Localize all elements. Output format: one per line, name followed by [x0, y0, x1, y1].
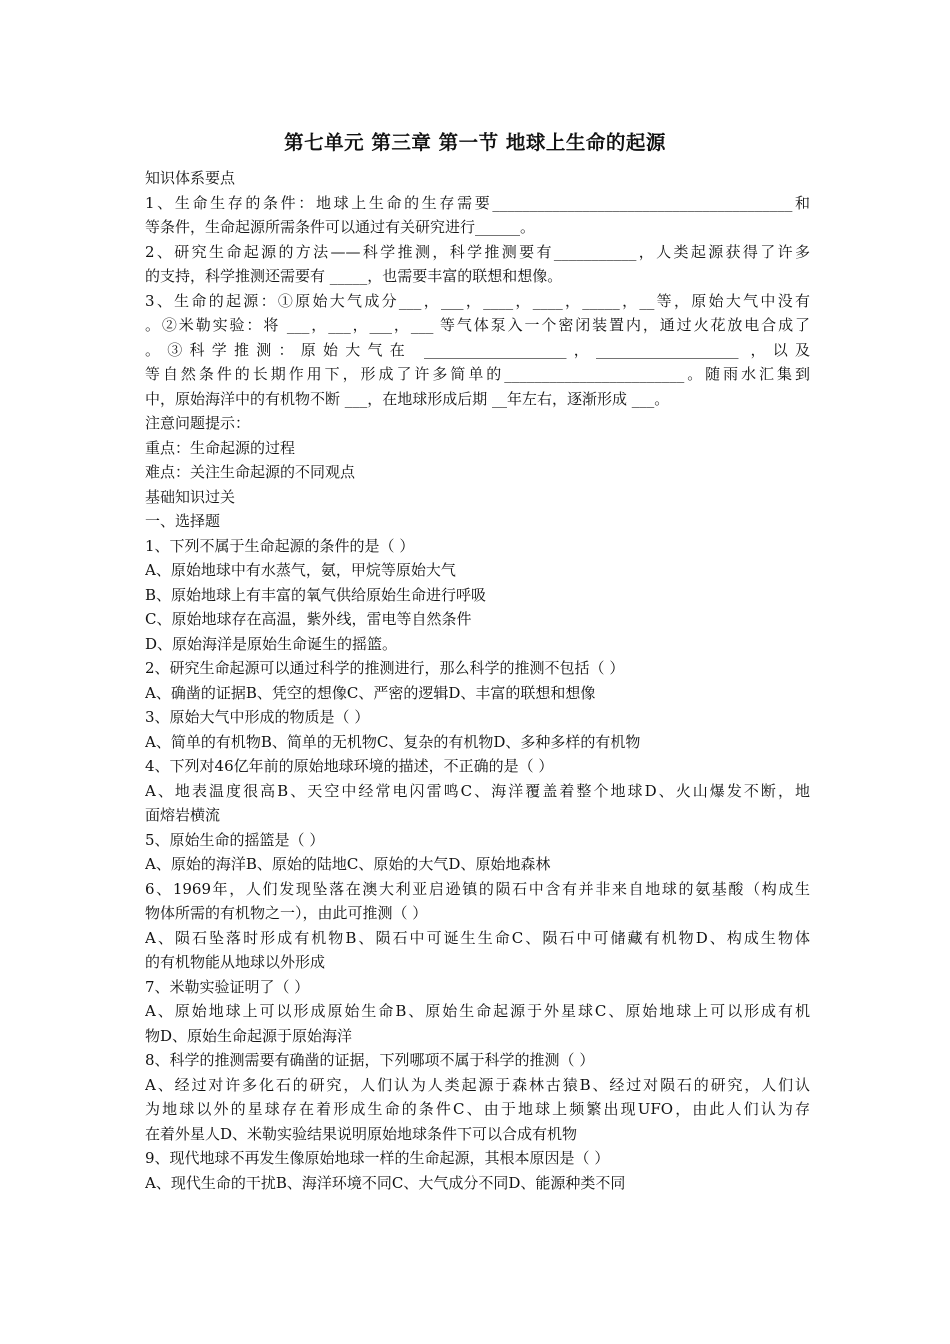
- text-line: 难点：关注生命起源的不同观点: [145, 463, 356, 481]
- text-line: 为地球以外的星球存在着形成生命的条件C、由于地球上频繁出现UFO，由此人们认为存: [145, 1100, 810, 1118]
- text-line: 7、米勒实验证明了（ ）: [145, 977, 310, 996]
- text-line: 物D、原始生命起源于原始海洋: [145, 1026, 353, 1045]
- text-line: 面熔岩横流: [145, 806, 221, 824]
- text-line: 基础知识过关: [145, 487, 236, 506]
- text-line: 的有机物能从地球以外形成: [145, 953, 326, 971]
- text-line: 1、生命生存的条件：地球上生命的生存需要________________________________________和: [145, 193, 810, 212]
- text-line: 3、原始大气中形成的物质是（ ）: [145, 708, 370, 726]
- text-line: 3、生命的起源：①原始大气成分___，___，____，____，_____，__等，原始大气中没有: [145, 291, 810, 310]
- text-line: 6、1969年，人们发现坠落在澳大利亚启逊镇的陨石中含有并非来自地球的氨基酸（构成生: [145, 879, 810, 898]
- text-line: 2、研究生命起源可以通过科学的推测进行，那么科学的推测不包括（ ）: [145, 659, 625, 677]
- text-line: A、原始的海洋B、原始的陆地C、原始的大气D、原始地森林: [145, 855, 551, 873]
- text-line: 的支持，科学推测还需要有 _____，也需要丰富的联想和想像。: [145, 267, 563, 285]
- text-line: A、确凿的证据B、凭空的想像C、严密的逻辑D、丰富的联想和想像: [145, 683, 596, 702]
- text-line: A、地表温度很高B、天空中经常电闪雷鸣C、海洋覆盖着整个地球D、火山爆发不断，地: [145, 781, 810, 800]
- text-line: 中，原始海洋中的有机物不断 ___，在地球形成后期 __年左右，逐渐形成 ___。: [145, 389, 670, 408]
- text-line: D、原始海洋是原始生命诞生的摇篮。: [145, 634, 398, 653]
- text-line: 重点：生命起源的过程: [145, 438, 296, 457]
- text-line: 一、选择题: [145, 512, 221, 530]
- text-line: 1、下列不属于生命起源的条件的是（ ）: [145, 536, 415, 555]
- text-line: A、原始地球上可以形成原始生命B、原始生命起源于外星球C、原始地球上可以形成有机: [145, 1002, 810, 1020]
- text-line: A、经过对许多化石的研究，人们认为人类起源于森林古猿B、经过对陨石的研究，人们认: [145, 1075, 810, 1094]
- text-line: 注意问题提示：: [145, 414, 251, 432]
- text-line: 在着外星人D、米勒实验结果说明原始地球条件下可以合成有机物: [145, 1124, 578, 1143]
- text-line: 8、科学的推测需要有确凿的证据，下列哪项不属于科学的推测（ ）: [145, 1051, 595, 1069]
- text-line: 9、现代地球不再发生像原始地球一样的生命起源，其根本原因是（ ）: [145, 1149, 610, 1167]
- document-body: [145, 166, 810, 1195]
- text-line: A、陨石坠落时形成有机物B、陨石中可诞生生命C、陨石中可储藏有机物D、构成生物体: [145, 928, 810, 947]
- text-line: 等条件，生命起源所需条件可以通过有关研究进行______。: [145, 218, 536, 236]
- text-line: A、现代生命的干扰B、海洋环境不同C、大气成分不同D、能源种类不同: [145, 1173, 626, 1192]
- text-line: A、简单的有机物B、简单的无机物C、复杂的有机物D、多种多样的有机物: [145, 732, 641, 751]
- text-line: 。②米勒实验：将 ___，___，___，___ 等气体泵入一个密闭装置内，通过火花放电合成了: [145, 316, 810, 334]
- text-line: 4、下列对46亿年前的原始地球环境的描述，不正确的是（ ）: [145, 757, 554, 775]
- text-line: 知识体系要点: [145, 169, 236, 187]
- text-line: C、原始地球存在高温，紫外线，雷电等自然条件: [145, 610, 472, 628]
- text-line: 5、原始生命的摇篮是（ ）: [145, 830, 325, 849]
- text-line: 2、研究生命起源的方法——科学推测，科学推测要有___________，人类起源获得了许多: [145, 242, 810, 261]
- text-line: 。③科学推测：原始大气在 ___________________，___________________ ，以及: [145, 340, 810, 359]
- page-title: 第七单元 第三章 第一节 地球上生命的起源: [284, 131, 666, 154]
- text-line: 等自然条件的长期作用下，形成了许多简单的________________________。随雨水汇集到: [145, 365, 810, 383]
- text-line: B、原始地球上有丰富的氧气供给原始生命进行呼吸: [145, 585, 487, 604]
- text-line: A、原始地球中有水蒸气，氨，甲烷等原始大气: [145, 561, 456, 579]
- text-line: 物体所需的有机物之一），由此可推测（ ）: [145, 904, 428, 922]
